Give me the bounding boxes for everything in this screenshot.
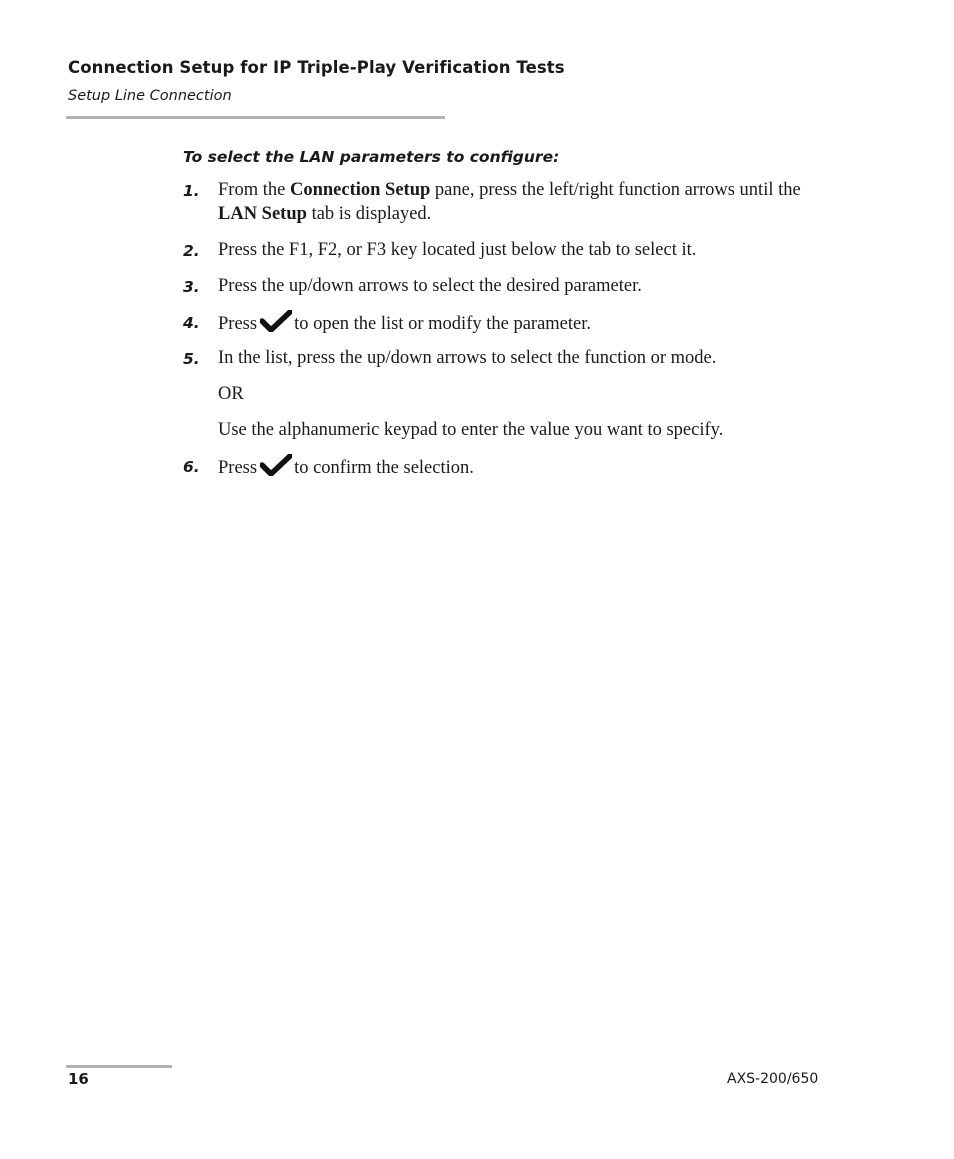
- step-text-3: Press the up/down arrows to select the desired parameter.: [218, 276, 642, 296]
- step-number-5: 5.: [183, 350, 200, 368]
- step-number-3: 3.: [183, 278, 200, 296]
- step-number-6: 6.: [183, 458, 200, 476]
- step-1-bold-lan-setup: LAN Setup: [218, 204, 307, 224]
- checkmark-icon: [260, 454, 292, 476]
- procedure-heading: To select the LAN parameters to configure:: [183, 148, 560, 166]
- page-header-title: Connection Setup for IP Triple-Play Verification Tests: [68, 58, 565, 77]
- checkmark-icon: [260, 310, 292, 332]
- step-text-1: [218, 178, 818, 226]
- step-number-1: 1.: [183, 182, 200, 200]
- step-1-bold-connection-setup: Connection Setup: [289, 180, 431, 200]
- step-6-text-after: to confirm the selection.: [294, 458, 474, 478]
- step-text-6: [218, 454, 818, 480]
- footer-divider: [66, 1065, 172, 1068]
- page-number: 16: [68, 1070, 89, 1088]
- step-1-text-c: tab is displayed.: [306, 204, 432, 224]
- step-5-or-label: OR: [218, 384, 244, 404]
- step-5-alternative-text: Use the alphanumeric keypad to enter the value you want to specify.: [218, 420, 724, 440]
- step-text-2: Press the F1, F2, or F3 key located just below the tab to select it.: [218, 240, 697, 260]
- step-4-text-after: to open the list or modify the parameter.: [294, 314, 592, 334]
- step-1-text-b: pane, press the left/right function arrows until the: [430, 180, 801, 200]
- step-number-2: 2.: [183, 242, 200, 260]
- step-number-4: 4.: [183, 314, 200, 332]
- header-divider: [66, 116, 445, 119]
- product-name: AXS-200/650: [727, 1071, 819, 1087]
- step-text-5: In the list, press the up/down arrows to select the function or mode.: [218, 348, 717, 368]
- step-6-text-before: Press: [218, 458, 258, 478]
- step-4-text-before: Press: [218, 314, 258, 334]
- step-text-4: [218, 310, 818, 336]
- page-header-subtitle: Setup Line Connection: [68, 88, 232, 104]
- step-1-text-a: From the: [218, 180, 290, 200]
